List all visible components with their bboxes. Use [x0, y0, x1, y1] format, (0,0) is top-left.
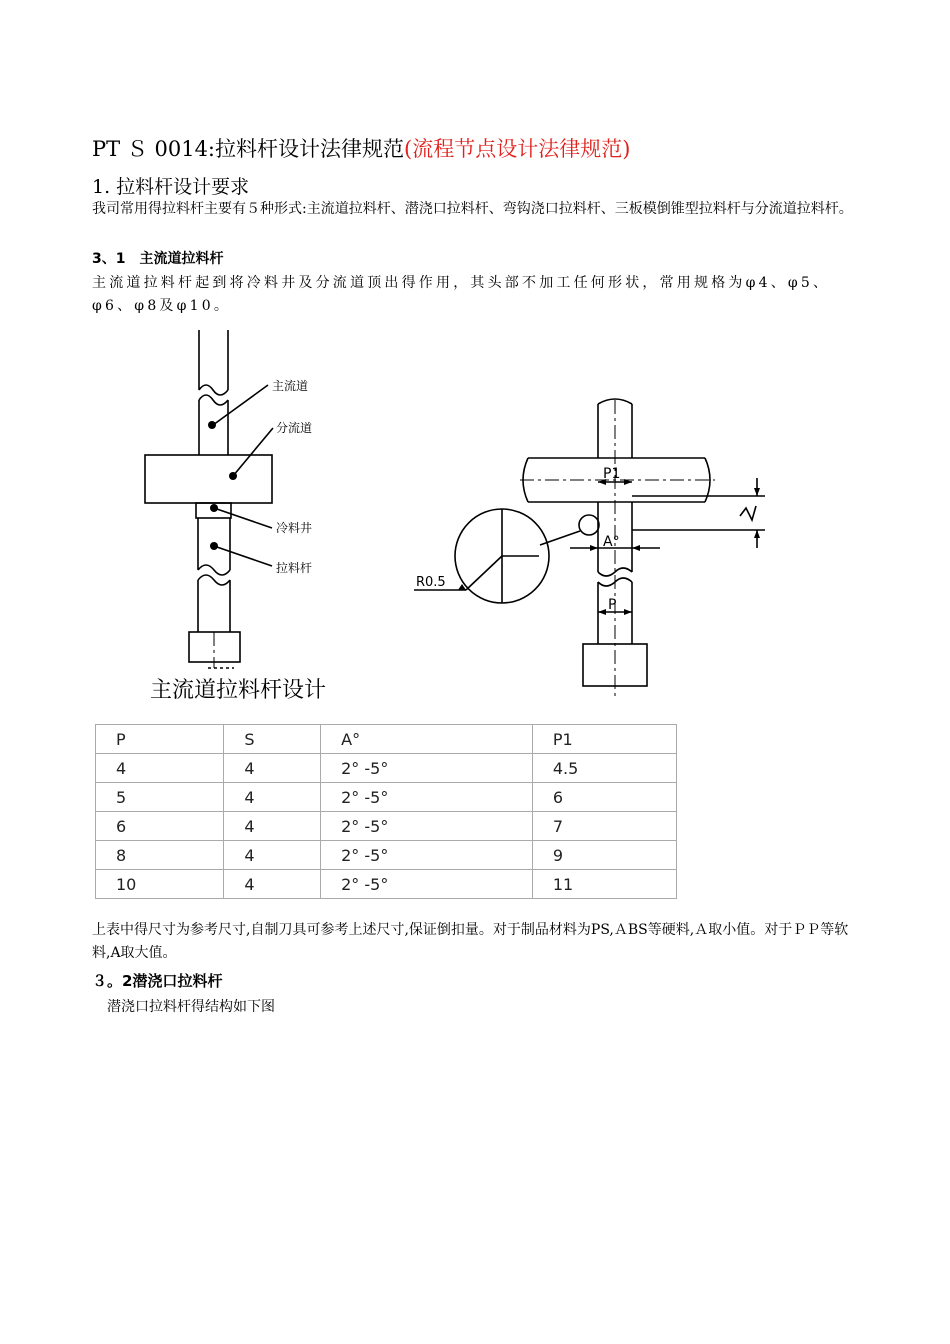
table-cell: 11: [532, 870, 676, 899]
table-header-cell: P: [96, 725, 224, 754]
table-cell: 2° -5°: [321, 754, 533, 783]
table-cell: 4: [224, 754, 321, 783]
table-cell: 6: [96, 812, 224, 841]
table-cell: 2° -5°: [321, 812, 533, 841]
table-cell: 4: [96, 754, 224, 783]
label-puller-pin: 拉料杆: [276, 561, 313, 575]
table-cell: 9: [532, 841, 676, 870]
table-cell: 2° -5°: [321, 870, 533, 899]
label-runner: 分流道: [276, 421, 313, 435]
table-cell: 5: [96, 783, 224, 812]
section-heading-3-2: ３。2潜浇口拉料杆: [92, 972, 223, 990]
table-cell: 2° -5°: [321, 783, 533, 812]
dimension-table: [95, 724, 677, 899]
table-cell: 4: [224, 783, 321, 812]
table-row: [96, 783, 677, 812]
table-cell: 8: [96, 841, 224, 870]
intro-paragraph: 我司常用得拉料杆主要有５种形式:主流道拉料杆、潜浇口拉料杆、弯钩浇口拉料杆、三板模倒锥型拉料杆与分流道拉料杆。: [92, 201, 853, 217]
table-cell: 2° -5°: [321, 841, 533, 870]
title-subtitle: (流程节点设计法律规范): [404, 137, 631, 161]
table-cell: 4: [224, 841, 321, 870]
label-sprue: 主流道: [272, 379, 309, 393]
label-cold-slug-well: 冷料井: [276, 521, 313, 535]
main-runner-paragraph: 主流道拉料杆起到将冷料井及分流道顶出得作用，其头部不加工任何形状，常用规格为φ4、φ5、φ6、φ8及φ10。: [92, 275, 831, 314]
table-header-row: [96, 725, 677, 754]
table-cell: 6: [532, 783, 676, 812]
table-cell: 7: [532, 812, 676, 841]
table-row: [96, 841, 677, 870]
label-p1: P1: [603, 466, 621, 482]
table-note-paragraph: 上表中得尺寸为参考尺寸,自制刀具可参考上述尺寸,保证倒扣量。对于制品材料为PS,ＡBS等硬料,Ａ取小值。对于ＰＰ等软料,A取大值。: [92, 922, 849, 961]
submarine-gate-paragraph: 潜浇口拉料杆得结构如下图: [107, 999, 275, 1015]
table-row: [96, 812, 677, 841]
table-cell: 10: [96, 870, 224, 899]
section-heading-3-1: 3、1 主流道拉料杆: [92, 251, 224, 267]
table-cell: 4: [224, 812, 321, 841]
section-heading-1: 1. 拉料杆设计要求: [92, 176, 250, 198]
table-header-cell: P1: [532, 725, 676, 754]
label-p: P: [608, 597, 617, 613]
table-cell: 4: [224, 870, 321, 899]
table-cell: 4.5: [532, 754, 676, 783]
table-header-cell: A°: [321, 725, 533, 754]
table-header-cell: S: [224, 725, 321, 754]
table-row: [96, 870, 677, 899]
label-a-angle: A°: [603, 534, 620, 550]
table-row: [96, 754, 677, 783]
label-radius: R0.5: [416, 575, 446, 590]
title-main: PT Ｓ 0014:拉料杆设计法律规范: [92, 137, 405, 161]
figure-caption: 主流道拉料杆设计: [150, 678, 327, 703]
